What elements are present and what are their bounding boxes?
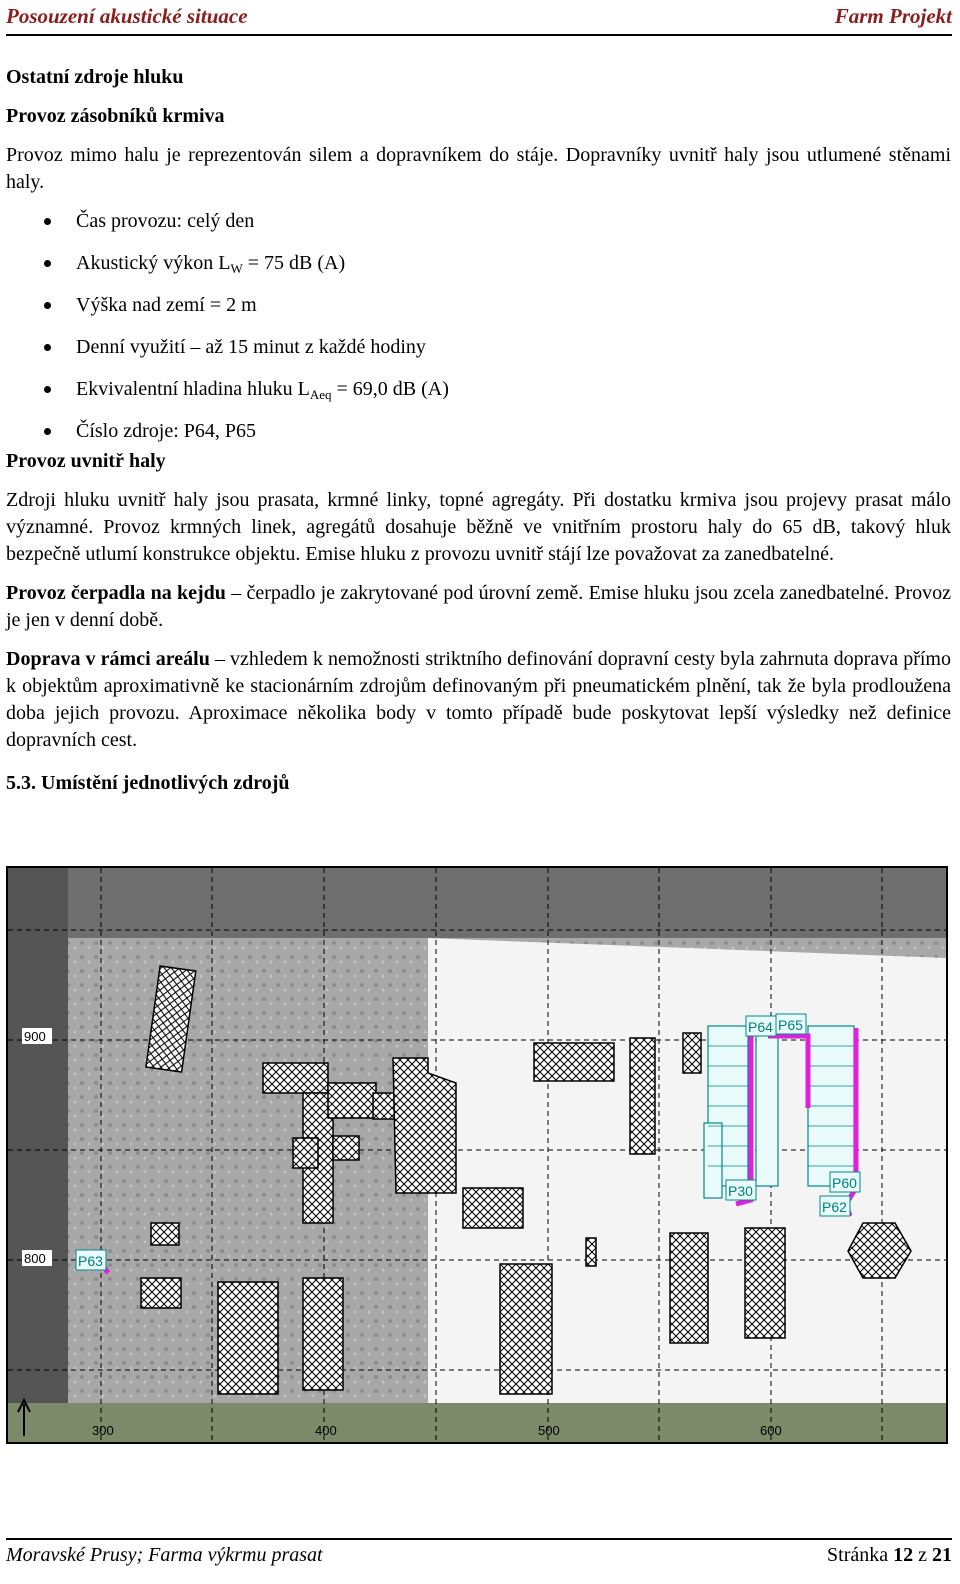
label-p63: P63 <box>78 1253 103 1269</box>
heading-inside-hall: Provoz uvnitř haly <box>6 450 166 472</box>
header-company: Farm Projekt <box>834 4 952 28</box>
x-label-400: 400 <box>315 1423 337 1438</box>
x-label-600: 600 <box>760 1423 782 1438</box>
bullet-text: = 75 dB (A) <box>242 252 346 274</box>
paragraph-inside-hall: Zdroji hluku uvnitř haly jsou prasata, krmné linky, topné agregáty. Při dostatku krmiva jsou projevy prasat málo významné. Provoz krmných linek, agregátů dosahuje běžně ve vnitřním prostoru haly do 65 dB, takový hluk bezpečně utlumí konstrukce objektu. Emise hluku z provozu uvnitř stájí lze považovat za zanedbatelné. <box>6 489 951 565</box>
y-label-800: 800 <box>24 1251 46 1266</box>
header-divider <box>6 34 952 36</box>
heading-other-sources: Ostatní zdroje hluku <box>6 66 184 88</box>
y-label-900: 900 <box>24 1029 46 1044</box>
page-separator: z <box>913 1544 932 1566</box>
footer-page-number <box>827 1544 952 1567</box>
paragraph-feed-storage: Provoz mimo halu je reprezentován silem a dopravníkem do stáje. Dopravníky uvnitř haly jsou utlumené stěnami haly. <box>6 144 951 193</box>
subscript: W <box>230 261 243 276</box>
heading-feed-storage: Provoz zásobníků krmiva <box>6 105 225 127</box>
paragraph-transport <box>6 646 951 754</box>
subscript: Aeq <box>309 387 332 402</box>
label-p62: P62 <box>822 1199 847 1215</box>
transport-bold: Doprava v rámci areálu <box>6 648 210 670</box>
label-p65: P65 <box>778 1017 803 1033</box>
bullet-operating-time <box>6 208 951 250</box>
transport-text: – vzhledem k nemožnosti striktního definování dopravní cesty byla zahrnuta doprava přímo k objektům aproximativně ke stacionárním zdrojům definovaným při pneumatickém plnění, tak že byla prodloužena doba jejich provozu. Aproximace několika body v tomto případě bude poskytovat lepší výsledky než definice dopravních cest. <box>6 648 951 751</box>
label-p64: P64 <box>748 1019 773 1035</box>
page-word: Stránka <box>827 1544 894 1566</box>
bullet-height <box>6 292 951 334</box>
bullet-daily-usage <box>6 334 951 376</box>
bullet-text: = 69,0 dB (A) <box>331 378 449 400</box>
bullet-sound-power <box>6 250 951 292</box>
page-header <box>6 4 952 32</box>
bullet-text: Čas provozu: celý den <box>76 210 255 232</box>
bullet-text: Denní využití – až 15 minut z každé hodiny <box>76 336 426 358</box>
heading-source-location: 5.3. Umístění jednotlivých zdrojů <box>6 772 290 794</box>
document-body <box>6 64 951 809</box>
pump-bold: Provoz čerpadla na kejdu <box>6 582 226 604</box>
bullet-text: Výška nad zemí = 2 m <box>76 294 257 316</box>
pump-text: – čerpadlo je zakrytované pod úrovní země. Emise hluku jsou zcela zanedbatelné. Provoz je jen v denní době. <box>6 582 951 631</box>
map-svg <box>8 868 946 1442</box>
bullet-equivalent-level <box>6 376 951 418</box>
header-title: Posouzení akustické situace <box>6 4 248 28</box>
aerial-field-bottom <box>8 1403 946 1442</box>
footer-divider <box>6 1538 952 1540</box>
aerial-field-top <box>8 868 946 938</box>
x-label-500: 500 <box>538 1423 560 1438</box>
aerial-field-left <box>8 868 68 1442</box>
bullet-text: Akustický výkon L <box>76 252 231 274</box>
page-total: 21 <box>932 1544 952 1566</box>
bullet-text: Číslo zdroje: P64, P65 <box>76 420 257 442</box>
label-p30: P30 <box>728 1183 753 1199</box>
label-p60: P60 <box>832 1175 857 1191</box>
page-footer <box>6 1544 952 1572</box>
page-current: 12 <box>893 1544 914 1566</box>
paragraph-pump <box>6 580 951 634</box>
bullet-text: Ekvivalentní hladina hluku L <box>76 378 310 400</box>
bullet-list <box>6 208 951 460</box>
site-map <box>6 866 948 1444</box>
x-label-300: 300 <box>92 1423 114 1438</box>
footer-project: Moravské Prusy; Farma výkrmu prasat <box>6 1544 323 1566</box>
bullet-source-number <box>6 418 951 460</box>
